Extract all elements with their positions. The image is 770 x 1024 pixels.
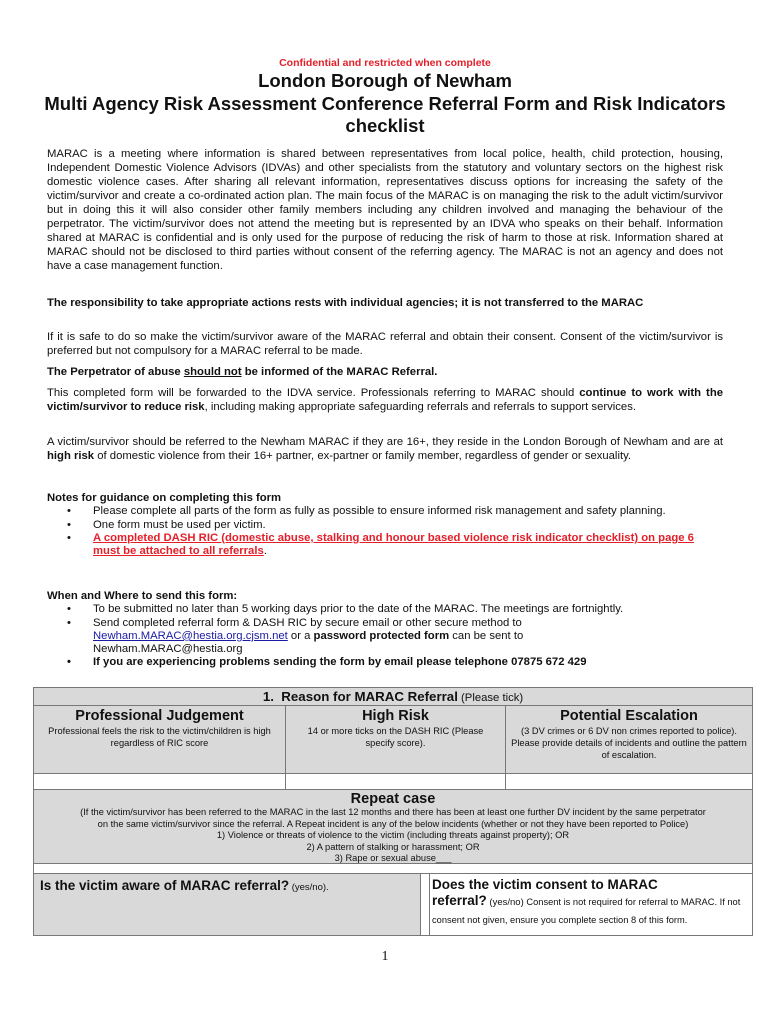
repeat-case-heading: Repeat case xyxy=(350,791,436,807)
consent-text: Consent is not required for referral to MARAC. If not consent not given, ensure you complete section 8 of this form. xyxy=(432,897,741,925)
alternate-email: Newham.MARAC@hestia.org xyxy=(93,643,243,656)
section-1-header xyxy=(34,688,752,706)
high-risk-text: 14 or more ticks on the DASH RIC (Please specify score). xyxy=(307,726,484,748)
when-item-text: To be submitted no later than 5 working days prior to the date of the MARAC. The meetings are fortnightly. xyxy=(93,603,624,616)
awareness-note: (yes/no). xyxy=(289,882,329,893)
dash-ric-requirement: A completed DASH RIC (domestic abuse, stalking and honour based violence risk indicator checklist) on page 6 must be attached to all referrals xyxy=(93,531,694,558)
notes-section xyxy=(47,492,723,558)
potential-escalation-cell xyxy=(506,706,752,773)
eligibility-paragraph xyxy=(47,435,723,463)
potential-escalation-heading: Potential Escalation xyxy=(560,708,698,724)
consent-paragraph: If it is safe to do so make the victim/survivor aware of the MARAC referral and obtain their consent. Consent of the victim/survivor is preferred but not compulsory for a MARAC referral to be made. xyxy=(47,331,723,357)
forwarding-paragraph xyxy=(47,386,723,414)
when-item-text: Send completed referral form & DASH RIC by secure email or other secure method to xyxy=(93,616,522,629)
when-item-text: or a xyxy=(287,629,314,642)
when-item-emphasis: password protected form xyxy=(313,629,450,642)
professional-judgement-text: Professional feels the risk to the victim/children is high regardless of RIC score xyxy=(48,726,271,748)
potential-escalation-tick[interactable] xyxy=(506,774,752,789)
section-title: Reason for MARAC Referral xyxy=(281,689,458,704)
repeat-case-row xyxy=(34,790,752,864)
high-risk-cell xyxy=(286,706,506,773)
bullet-icon: • xyxy=(67,616,71,629)
notes-item-text: Please complete all parts of the form as fully as possible to ensure informed risk management and safety planning. xyxy=(93,505,666,518)
professional-judgement-cell xyxy=(34,706,286,773)
perpetrator-notice-c: be informed of the MARAC Referral. xyxy=(241,366,438,378)
forwarding-a: This completed form will be forwarded to the IDVA service. Professionals referring to MARAC should xyxy=(47,387,580,399)
referral-reason-table xyxy=(33,687,753,936)
form-title: Multi Agency Risk Assessment Conference Referral Form and Risk Indicators checklist xyxy=(44,93,726,136)
section-title-note: (Please tick) xyxy=(457,692,524,704)
repeat-case-tick-row[interactable] xyxy=(34,864,752,874)
notes-heading: Notes for guidance on completing this form xyxy=(47,492,282,504)
confidential-notice: Confidential and restricted when complete xyxy=(279,57,491,69)
section-number: 1. xyxy=(262,689,274,704)
when-where-section xyxy=(47,590,723,670)
awareness-question xyxy=(40,878,420,893)
forwarding-c: , including making appropriate safeguarding referrals and referrals to support services. xyxy=(204,401,636,413)
notes-item-end: . xyxy=(263,545,267,558)
when-where-heading: When and Where to send this form: xyxy=(47,590,238,602)
forwarding-emphasis: continue to work with the victim/survivor to reduce risk xyxy=(47,387,723,413)
bullet-icon: • xyxy=(67,518,71,531)
perpetrator-notice xyxy=(47,365,723,379)
repeat-case-text: 2) A pattern of stalking or harassment; OR xyxy=(306,841,480,852)
perpetrator-notice-emphasis: should not xyxy=(183,366,242,378)
consent-heading-end: referral? xyxy=(432,893,487,908)
organisation-title: London Borough of Newham xyxy=(258,70,512,91)
notes-item xyxy=(47,519,723,532)
consent-note: (yes/no) xyxy=(486,897,527,908)
notes-item xyxy=(47,505,723,518)
bullet-icon: • xyxy=(67,531,71,544)
professional-judgement-heading: Professional Judgement xyxy=(75,708,244,724)
potential-escalation-text: (3 DV crimes or 6 DV non crimes reported to police). xyxy=(521,726,737,736)
when-item-text: If you are experiencing problems sending the form by email please telephone 07875 672 429 xyxy=(93,656,587,669)
when-item xyxy=(47,603,723,616)
when-item-text: can be sent to xyxy=(449,629,524,642)
bullet-icon: • xyxy=(67,603,71,616)
bullet-icon: • xyxy=(67,656,71,669)
awareness-answer-box[interactable] xyxy=(421,874,430,935)
eligibility-c: of domestic violence from their 16+ partner, ex-partner or family member, regardless of gender or sexuality. xyxy=(94,450,632,462)
repeat-case-text: 1) Violence or threats of violence to the victim (including threats against property); OR xyxy=(216,830,570,840)
repeat-case-text: 3) Rape or sexual abuse___ xyxy=(334,853,452,863)
high-risk-tick[interactable] xyxy=(286,774,506,789)
responsibility-statement: The responsibility to take appropriate actions rests with individual agencies; it is not transferred to the MARAC xyxy=(47,297,644,309)
consent-question xyxy=(432,877,752,928)
consent-cell xyxy=(430,874,752,935)
bullet-icon: • xyxy=(67,505,71,518)
awareness-consent-row xyxy=(34,874,752,935)
when-item xyxy=(47,617,723,657)
professional-judgement-tick[interactable] xyxy=(34,774,286,789)
consent-heading: Does the victim consent to MARAC xyxy=(432,877,658,892)
page-number: 1 xyxy=(381,949,389,964)
potential-escalation-details: Please provide details of incidents and outline the pattern of escalation. xyxy=(511,738,747,760)
intro-paragraph: MARAC is a meeting where information is shared between representatives from local police, health, child protection, housing, Independent Domestic Violence Advisors (IDVAs) and other specialists from the statutory and voluntary sectors on the highest risk domestic violence cases. After sharing all relevant information, representatives discuss options for increasing the safety of the victim/survivor and create a co-ordinated action plan. The main focus of the MARAC is on managing the risk to the adult victim/survivor but in doing this it will also consider other family members including any children involved and managing the behaviour of the perpetrator. The victim/survivor does not attend the meeting but is represented by an IDVA who speaks on their behalf. Information shared at MARAC is confidential and is only used for the purpose of reducing the risk of harm to those at risk. Information shared at MARAC should not be disclosed to third parties without consent of the referring agency. The MARAC is not an agency and does not have a case management function. xyxy=(47,148,723,272)
eligibility-emphasis: high risk xyxy=(47,450,95,462)
notes-item-text: One form must be used per victim. xyxy=(93,518,266,531)
reason-tick-row xyxy=(34,774,752,790)
awareness-cell xyxy=(34,874,421,935)
perpetrator-notice-a: The Perpetrator of abuse xyxy=(47,366,184,378)
high-risk-heading: High Risk xyxy=(362,708,429,724)
notes-item xyxy=(47,532,723,559)
repeat-case-text: on the same victim/survivor since the referral. A Repeat incident is any of the below incidents (whether or not they have been reported to Police) xyxy=(97,818,689,829)
awareness-heading: Is the victim aware of MARAC referral? xyxy=(40,878,290,893)
reason-options-row xyxy=(34,706,752,774)
secure-email-link[interactable]: Newham.MARAC@hestia.org.cjsm.net xyxy=(93,629,288,642)
repeat-case-text: (If the victim/survivor has been referred to the MARAC in the last 12 months and there has been at least one further DV incident by the same perpetrator xyxy=(80,807,706,817)
eligibility-a: A victim/survivor should be referred to the Newham MARAC if they are 16+, they reside in the London Borough of Newham and are at xyxy=(47,436,723,448)
when-item xyxy=(47,656,723,669)
